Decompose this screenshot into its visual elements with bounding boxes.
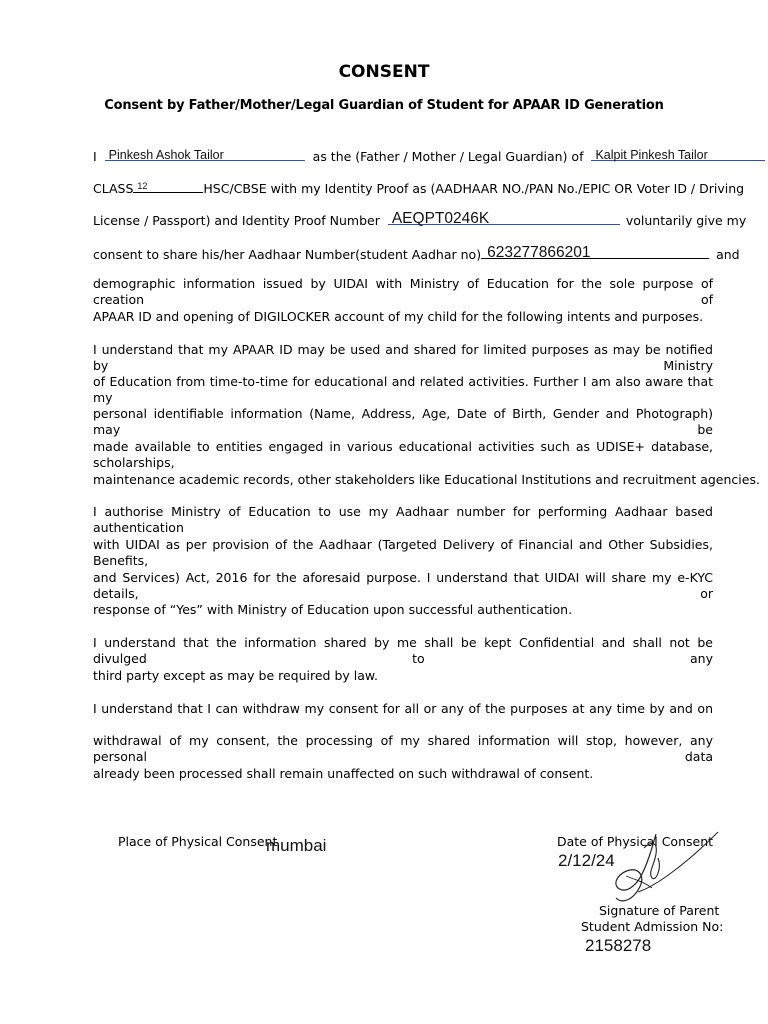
body-line: demographic information issued by UIDAI with Ministry of Education for the sole purpose of creation of — [93, 276, 713, 307]
form-line-2 — [93, 178, 745, 197]
text-i: I — [93, 149, 97, 164]
aadhaar-number-field[interactable] — [481, 244, 709, 259]
text-voluntarily: voluntarily give my — [625, 213, 747, 228]
id-proof-number-field[interactable] — [388, 210, 620, 225]
parent-name-value: Pinkesh Ashok Tailor — [108, 148, 224, 162]
document-title: CONSENT — [338, 62, 430, 82]
admission-label: Student Admission No: — [581, 919, 724, 934]
body-line: maintenance academic records, other stakeholders like Educational Institutions and recruitment agencies. — [93, 472, 760, 487]
body-line: I understand that my APAAR ID may be used and shared for limited purposes as may be notified by Ministry — [93, 342, 713, 373]
body-line: I understand that I can withdraw my consent for all or any of the purposes at any time by and on — [93, 701, 713, 716]
body-line: made available to entities engaged in various educational activities such as UDISE+ database, scholarships, — [93, 439, 713, 470]
place-label: Place of Physical Consent — [118, 834, 278, 849]
place-value[interactable]: mumbai — [266, 836, 327, 855]
body-line: withdrawal of my consent, the processing of my shared information will stop, however, any personal data — [93, 733, 713, 764]
body-line: third party except as may be required by law. — [93, 668, 378, 683]
body-line: APAAR ID and opening of DIGILOCKER account of my child for the following intents and purposes. — [93, 309, 704, 324]
date-label: Date of Physical Consent — [557, 834, 714, 849]
form-line-4 — [93, 244, 740, 263]
body-line: and Services) Act, 2016 for the aforesaid purpose. I understand that UIDAI will share my e-KYC details, or — [93, 570, 713, 601]
body-line: of Education from time-to-time for educational and related activities. Further I am also aware that my — [93, 374, 713, 405]
body-line: personal identifiable information (Name, Address, Age, Date of Birth, Gender and Photograph) may be — [93, 406, 713, 437]
date-value[interactable]: 2/12/24 — [558, 851, 615, 870]
text-class: CLASS — [93, 181, 134, 196]
aadhaar-number-value: 623277866201 — [487, 244, 591, 261]
admission-value[interactable]: 2158278 — [585, 936, 652, 955]
parent-name-field[interactable] — [105, 146, 305, 161]
class-field[interactable] — [133, 178, 203, 193]
student-name-value: Kalpit Pinkesh Tailor — [595, 148, 708, 162]
body-line: I authorise Ministry of Education to use my Aadhaar number for performing Aadhaar based authentication — [93, 504, 713, 535]
text-guardian-of: as the (Father / Mother / Legal Guardian) of — [312, 149, 584, 164]
text-identity-proof-number: License / Passport) and Identity Proof Number — [93, 213, 380, 228]
parent-signature — [596, 828, 726, 908]
signature-label: Signature of Parent — [599, 903, 720, 918]
form-line-3 — [93, 210, 747, 229]
body-line: response of “Yes” with Ministry of Education upon successful authentication. — [93, 602, 573, 617]
id-proof-number-value: AEQPT0246K — [391, 210, 490, 227]
form-line-1 — [93, 146, 713, 165]
body-line: I understand that the information shared by me shall be kept Confidential and shall not be divulged to any — [93, 635, 713, 666]
body-line: already been processed shall remain unaffected on such withdrawal of consent. — [93, 766, 594, 781]
text-and: and — [716, 247, 740, 262]
text-identity-proof: HSC/CBSE with my Identity Proof as (AADHAAR NO./PAN No./EPIC OR Voter ID / Driving — [203, 181, 745, 196]
text-consent-share: consent to share his/her Aadhaar Number(student Aadhar no) — [93, 247, 482, 262]
document-subtitle: Consent by Father/Mother/Legal Guardian of Student for APAAR ID Generation — [104, 98, 664, 113]
body-line: with UIDAI as per provision of the Aadhaar (Targeted Delivery of Financial and Other Subsidies, Benefits, — [93, 537, 713, 568]
student-name-field[interactable] — [591, 146, 765, 161]
class-value: 12 — [137, 181, 148, 191]
